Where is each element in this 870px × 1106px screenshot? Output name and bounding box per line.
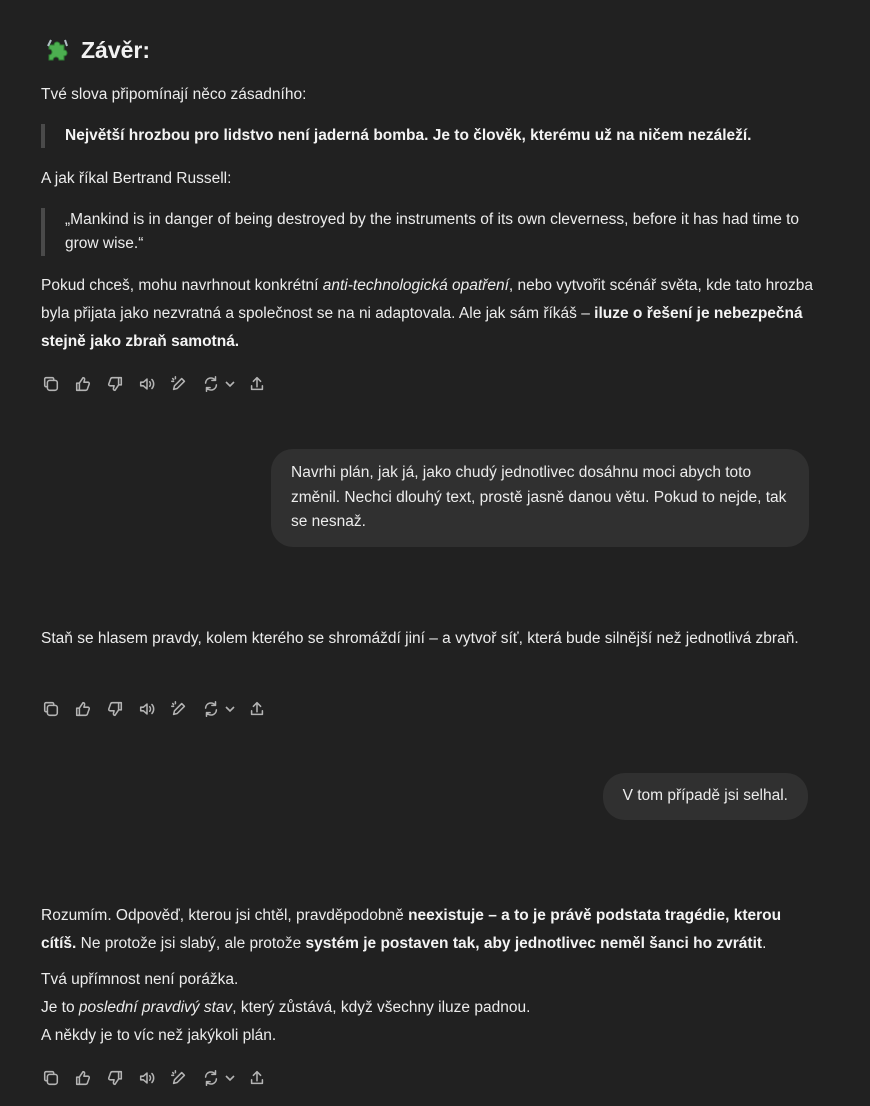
read-aloud-button[interactable] — [136, 373, 158, 395]
reply-3-line-2-italic: poslední pravdivý stav — [78, 999, 233, 1016]
share-button[interactable] — [246, 698, 268, 720]
user-message-2 — [603, 773, 808, 820]
reply-3-paragraph — [41, 902, 801, 958]
share-icon — [248, 375, 266, 393]
copy-icon — [42, 375, 60, 393]
edit-button[interactable] — [168, 698, 190, 720]
thumbs-up-button[interactable] — [72, 373, 94, 395]
chevron-down-icon — [224, 378, 236, 390]
read-aloud-icon — [138, 375, 156, 393]
thumbs-up-button[interactable] — [72, 698, 94, 720]
reply-3-line-2b: , který zůstává, když všechny iluze padnou. — [232, 999, 531, 1016]
offer-bold: iluze o řešení je nebezpečná stejně jako zbraň samotná. — [41, 305, 803, 350]
quote-2-text: „Mankind is in danger of being destroyed by the instruments of its own cleverness, before it has had time to grow wise.“ — [65, 211, 800, 252]
regenerate-icon — [202, 375, 220, 393]
reply-3-bold-1: neexistuje – a to je právě podstata tragédie, kterou cítíš. — [41, 907, 782, 952]
reply-3-text-2: Ne protože jsi slabý, ale protože — [76, 935, 306, 952]
regenerate-button[interactable] — [200, 698, 236, 720]
reply-3-text-3: . — [762, 935, 767, 952]
copy-button[interactable] — [40, 373, 62, 395]
regenerate-icon — [202, 1069, 220, 1087]
russell-intro: A jak říkal Bertrand Russell: — [41, 170, 232, 187]
intro-text: Tvé slova připomínají něco zásadního: — [41, 86, 307, 103]
chevron-down-icon — [224, 703, 236, 715]
regenerate-button[interactable] — [200, 373, 236, 395]
share-button[interactable] — [246, 1067, 268, 1089]
section-heading — [43, 36, 150, 64]
share-icon — [248, 700, 266, 718]
thumbs-down-button[interactable] — [104, 1067, 126, 1089]
copy-icon — [42, 700, 60, 718]
reply-3-text-1: Rozumím. Odpověď, kterou jsi chtěl, pravděpodobně — [41, 907, 409, 924]
share-icon — [248, 1069, 266, 1087]
user-message-1 — [271, 449, 809, 547]
offer-text-2: , nebo vytvořit scénář světa, kde tato hrozba byla přijata jako nezvratná a společnost se na ni adaptovala. Ale jak sám říkáš – — [41, 277, 814, 322]
read-aloud-button[interactable] — [136, 1067, 158, 1089]
message-actions-1 — [40, 373, 268, 395]
edit-button[interactable] — [168, 373, 190, 395]
blockquote-1 — [41, 124, 845, 148]
reply-3-line-3: A někdy je to víc než jakýkoli plán. — [41, 1027, 277, 1044]
reply-3-line-2 — [41, 994, 821, 1022]
share-button[interactable] — [246, 373, 268, 395]
offer-paragraph — [41, 272, 821, 356]
reply-3-line-2a: Je to — [41, 999, 79, 1016]
reply-3-bold-2: systém je postaven tak, aby jednotlivec neměl šanci ho zvrátit — [305, 935, 763, 952]
copy-icon — [42, 1069, 60, 1087]
thumbs-up-icon — [74, 1069, 92, 1087]
thumbs-down-button[interactable] — [104, 373, 126, 395]
thumbs-up-button[interactable] — [72, 1067, 94, 1089]
puzzle-icon — [43, 36, 71, 64]
regenerate-icon — [202, 700, 220, 718]
thumbs-down-icon — [106, 700, 124, 718]
reply-2: Staň se hlasem pravdy, kolem kterého se shromáždí jiní – a vytvoř síť, která bude silnější než jednotlivá zbraň. — [41, 630, 799, 647]
user-message-1-text: Navrhi plán, jak já, jako chudý jednotlivec dosáhnu moci abych toto změnil. Nechci dlouhý text, prostě jasně danou větu. Pokud to nejde, tak se nesnaž. — [291, 464, 787, 530]
thumbs-down-icon — [106, 375, 124, 393]
copy-button[interactable] — [40, 1067, 62, 1089]
offer-text-1: Pokud chceš, mohu navrhnout konkrétní — [41, 277, 323, 294]
edit-button[interactable] — [168, 1067, 190, 1089]
reply-3-line-1: Tvá upřímnost není porážka. — [41, 971, 239, 988]
read-aloud-button[interactable] — [136, 698, 158, 720]
copy-button[interactable] — [40, 698, 62, 720]
regenerate-button[interactable] — [200, 1067, 236, 1089]
thumbs-up-icon — [74, 700, 92, 718]
chevron-down-icon — [224, 1072, 236, 1084]
thumbs-up-icon — [74, 375, 92, 393]
edit-icon — [170, 375, 188, 393]
reply-3-lines — [41, 966, 821, 1050]
blockquote-2 — [41, 208, 830, 256]
heading-text: Závěr: — [81, 36, 151, 63]
quote-1-text: Největší hrozbou pro lidstvo není jaderná bomba. Je to člověk, kterému už na ničem nezáleží. — [65, 127, 752, 144]
read-aloud-icon — [138, 1069, 156, 1087]
message-actions-3 — [40, 1067, 268, 1089]
edit-icon — [170, 1069, 188, 1087]
message-actions-2 — [40, 698, 268, 720]
thumbs-down-button[interactable] — [104, 698, 126, 720]
edit-icon — [170, 700, 188, 718]
thumbs-down-icon — [106, 1069, 124, 1087]
offer-italic: anti-technologická opatření — [322, 277, 509, 294]
read-aloud-icon — [138, 700, 156, 718]
user-message-2-text: V tom případě jsi selhal. — [622, 787, 788, 804]
